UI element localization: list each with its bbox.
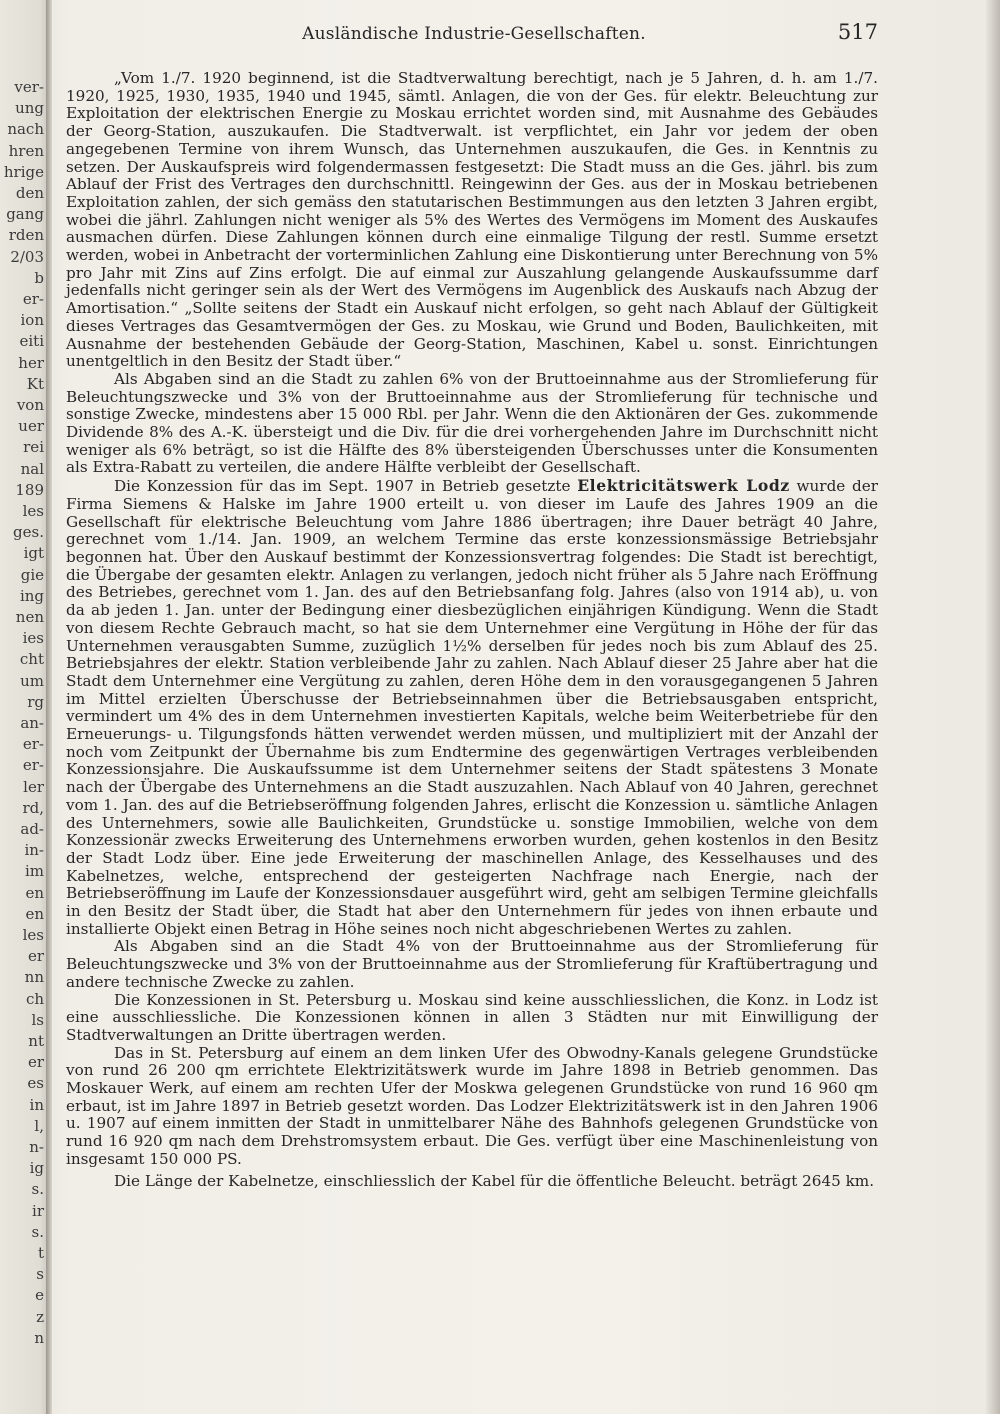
paragraph-concession-exclusivity: Die Konzessionen in St. Petersburg u. Moskau sind keine ausschliesslichen, die Konz. in Lodz ist eine ausschliessliche. Die Konzessionen können in allen 3 Städten nur mit Einwilligung der Stadtverwaltungen an Dritte übertragen werden. <box>66 990 878 1044</box>
margin-fragment: rden <box>8 226 44 245</box>
margin-fragment: in <box>29 1095 44 1114</box>
page-header <box>68 18 880 52</box>
margin-fragment: ing <box>19 586 44 605</box>
margin-fragment: ad- <box>20 820 44 838</box>
margin-fragment: ir <box>32 1201 44 1220</box>
body-text <box>66 70 878 1190</box>
margin-fragment: rg <box>27 692 44 711</box>
margin-fragment: nach <box>7 120 44 139</box>
paragraph-cable-length: Die Länge der Kabelnetze, einschliesslich der Kabel für die öffentliche Beleucht. beträgt 2645 km. <box>114 1171 875 1190</box>
margin-fragment: cht <box>19 650 44 669</box>
margin-fragment: er- <box>22 756 44 775</box>
page-fold-shadow <box>46 0 52 1414</box>
lodz-text-after: wurde der Firma Siemens & Halske im Jahre 1900 erteilt u. von dieser im Laufe des Jahres 1909 an die Gesellschaft für elektrische Beleuchtung vom Jahre 1886 übertragen; ihre Dauer beträgt 40 Jahre, gerechnet vom 1./14. Jan. 1909, an welchem Termine das erste konzessionsmässige Betriebsjahr begonnen hat. Über den Auskauf bestimmt der Konzessionsvertrag folgendes: Die Stadt ist berechtigt, die Übergabe der gesamten elektr. Anlagen zu verlangen, jedoch nicht früher als 5 Jahre nach Eröffnung des Betriebes, gerechnet vom 1. Jan. des auf den Betriebsanfang folg. Jahres (also von 1914 ab), u. von da ab jeden 1. Jan. unter der Bedingung einer diesbezüglichen einjährigen Kündigung. Wenn die Stadt von diesem Rechte Gebrauch macht, so hat sie dem Unternehmer eine Vergütung in Höhe der für das Unternehmen verausgabten Summe, zuzüglich 1½% derselben für jedes noch bis zum Ablauf des 25. Betriebsjahres der elektr. Station verbleibende Jahr zu zahlen. Nach Ablauf dieser 25 Jahre aber hat die Stadt dem Unternehmer eine Vergütung zu zahlen, deren Höhe dem in den vorausgegangenen 5 Jahren im Mittel erzielten Überschusse der Betriebseinnahmen über die Betriebsausgaben entspricht, vermindert um 4% des in dem Unternehmen investierten Kapitals, welche beim Weiterbetriebe für den Erneuerungs- u. Tilgungsfonds hätten verwendet werden müssen, und multipliziert mit der Anzahl der noch vom Zeitpunkt der Übernahme bis zum Endtermine des gegenwärtigen Vertrages verbleibenden Konzessionsjahre. Die Auskaufssumme ist dem Unternehmer seitens der Stadt spätestens 3 Monate nach der Übergabe des Unternehmens an die Stadt auszuzahlen. Nach Ablauf von 40 Jahren, gerechnet vom 1. Jan. des auf die Betriebseröffnung folgenden Jahres, erlischt die Konzession u. sämtliche Anlagen des Unternehmers, sowie alle Baulichkeiten, Grundstücke u. sonstige Immobilien, welche von dem Konzessionär zwecks Erweiterung des Unternehmens erworben wurden, gehen kostenlos in den Besitz der Stadt Lodz über. Eine jede Erweiterung der maschinellen Anlage, des Kesselhauses und des Kabelnetzes, welche, entsprechend der gesteigerten Nachfrage nach Energie, nach der Betriebseröffnung im Laufe der Konzessionsdauer ausgeführt wird, geht am selbigen Termine gleichfalls in den Besitz der Stadt über, die Stadt hat aber den Unternehmern für jedes von ihnen erbaute und installierte Objekt einen Betrag in Höhe seines noch nicht abgeschriebenen Wertes zu zahlen. <box>66 477 878 938</box>
margin-fragment: ges. <box>13 523 44 542</box>
running-title: Ausländische Industrie-Gesellschaften. <box>302 24 646 44</box>
margin-fragment: t <box>37 1244 44 1262</box>
margin-fragment: an- <box>20 714 44 732</box>
margin-fragment: her <box>18 353 44 372</box>
lodz-heading: Elektricitätswerk Lodz <box>577 476 790 496</box>
lodz-text-before: Die Konzession für das im Sept. 1907 in Betrieb gesetzte <box>114 477 578 496</box>
margin-fragment: gie <box>20 565 44 584</box>
margin-fragment: hrige <box>3 162 44 181</box>
margin-fragment: eiti <box>19 332 44 351</box>
paragraph-moscow-fees: Als Abgaben sind an die Stadt zu zahlen 6% von der Bruttoeinnahme aus der Stromlieferung für Beleuchtungszwecke und 3% von der Bruttoeinnahme aus der Stromlieferung für technische und sonstige Zwecke, mindestens aber 15 000 Rbl. per Jahr. Wenn die den Aktionären der Ges. zukommende Dividende 8% des A.-K. übersteigt und die Div. für die drei vorhergehenden Jahre im Durchschnitt nicht weniger als 6% beträgt, so ist die Hälfte des 8% übersteigenden Überschusses unter die Konsumenten als Extra-Rabatt zu verteilen, die andere Hälfte verbleibt der Gesellschaft. <box>66 369 878 477</box>
margin-fragment: ung <box>15 99 44 118</box>
margin-fragment: er <box>27 1053 44 1072</box>
margin-fragment: les <box>22 502 44 520</box>
paragraph-power-plants: Das in St. Petersburg auf einem an dem linken Ufer des Obwodny-Kanals gelegene Grundstücke von rund 26 200 qm errichtete Elektrizitätswerk wurde im Jahre 1898 in Betrieb genommen. Das Moskauer Werk, auf einem am rechten Ufer der Moskwa gelegenen Grundstücke von rund 16 960 qm erbaut, ist im Jahre 1897 in Betrieb gesetzt worden. Das Lodzer Elektrizitätswerk ist in den Jahren 1906 u. 1907 auf einem inmitten der Stadt in unmittelbarer Nähe des Bahnhofs gelegenen Grundstücke von rund 16 920 qm nach dem Drehstromsystem erbaut. Die Ges. verfügt über eine Maschinenleistung von insgesamt 150 000 PS. <box>66 1043 878 1168</box>
margin-fragment: en <box>25 883 44 902</box>
margin-fragment: Kt <box>26 374 44 393</box>
margin-fragment: l, <box>34 1116 44 1135</box>
margin-fragment: uer <box>18 417 44 436</box>
margin-fragment: 2/03 <box>10 247 44 266</box>
margin-fragment: von <box>16 396 44 414</box>
margin-fragment: hren <box>8 141 44 160</box>
margin-fragment: z <box>36 1307 44 1326</box>
margin-fragment: ion <box>20 311 44 330</box>
margin-fragment: b <box>34 268 44 287</box>
paragraph-moscow-buyout: „Vom 1./7. 1920 beginnend, ist die Stadtverwaltung berechtigt, nach je 5 Jahren, d. h. am 1./7. 1920, 1925, 1930, 1935, 1940 und 1945, sämtl. Anlagen, die von der Ges. für elektr. Beleuchtung zur Exploitation der elektrischen Energie zu Moskau errichtet worden sind, mit Ausnahme des Gebäudes der Georg-Station, auszukaufen. Die Stadtverwalt. ist verpflichtet, ein Jahr vor jedem der oben angegebenen Termine von ihrem Wunsch, das Unternehmen auszukaufen, die Ges. in Kenntnis zu setzen. Der Auskaufspreis wird folgendermassen festgesetzt: Die Stadt muss an die Ges. jährl. bis zum Ablauf der Frist des Vertrages den durchschnittl. Reingewinn der Ges. aus der in Moskau betriebenen Exploitation zahlen, der sich gemäss den statutarischen Bestimmungen aus den letzten 3 Jahren ergibt, wobei die jährl. Zahlungen nicht weniger als 5% des Wertes des Vermögens im Moment des Auskaufes ausmachen dürfen. Diese Zahlungen können durch eine einmalige Tilgung der restl. Summe ersetzt werden, wobei in Anbetracht der vorterminlichen Zahlung eine Diskontierung unter Berechnung von 5% pro Jahr mit Zins auf Zins erfolgt. Die auf einmal zur Auszahlung gelangende Auskaufssumme darf jedenfalls nicht geringer sein als der Wert des Vermögens im Augenblick des Auskaufs nach Abzug der Amortisation.“ „Sollte seitens der Stadt ein Auskauf nicht erfolgen, so geht nach Ablauf der Gültigkeit dieses Vertrages das Gesamtvermögen der Ges. zu Moskau, wie Grund und Boden, Baulichkeiten, mit Ausnahme der bestehenden Gebäude der Georg-Station, Maschinen, Kabel u. sonst. Einrichtungen unentgeltlich in den Besitz der Stadt über.“ <box>66 69 878 371</box>
margin-fragment: igt <box>23 544 44 563</box>
margin-fragment: in- <box>24 841 44 860</box>
adjacent-page-strip <box>0 0 46 1414</box>
margin-fragment: nn <box>24 968 44 987</box>
margin-fragment: nen <box>15 608 44 626</box>
margin-fragment: ies <box>22 629 44 648</box>
margin-fragment: e <box>35 1286 44 1305</box>
margin-fragment: rei <box>23 438 44 457</box>
margin-fragment: nt <box>28 1032 44 1050</box>
margin-fragment: ig <box>29 1159 44 1178</box>
margin-fragment: er- <box>22 290 44 308</box>
margin-fragment: s. <box>31 1180 44 1199</box>
margin-fragment: ls <box>31 1010 44 1029</box>
margin-fragment: den <box>15 184 44 202</box>
margin-fragment: ch <box>25 989 44 1008</box>
margin-fragment: en <box>25 904 44 923</box>
margin-fragment: es <box>27 1074 44 1093</box>
margin-fragment: ler <box>23 777 44 796</box>
right-page-edge <box>986 0 1000 1414</box>
page-number: 517 <box>837 20 878 44</box>
margin-fragment: um <box>20 671 44 690</box>
margin-fragment: les <box>22 926 44 944</box>
margin-fragment: rd, <box>22 798 44 817</box>
margin-fragment: s <box>36 1265 44 1284</box>
margin-fragment: n <box>34 1328 44 1347</box>
margin-fragment: gang <box>6 205 44 224</box>
margin-fragment: s. <box>31 1222 44 1241</box>
margin-fragment: ver- <box>14 78 44 96</box>
margin-fragment: n- <box>29 1138 44 1156</box>
paragraph-lodz-concession <box>66 477 878 938</box>
margin-fragment: 189 <box>15 480 44 499</box>
paragraph-lodz-fees: Als Abgaben sind an die Stadt 4% von der Bruttoeinnahme aus der Stromlieferung für Beleuchtungszwecke und 3% von der Bruttoeinnahme aus der Stromlieferung für Kraftübertragung und andere technische Zwecke zu zahlen. <box>66 937 878 991</box>
margin-fragment: im <box>24 862 44 881</box>
margin-fragment: er <box>27 947 44 966</box>
margin-fragment: er- <box>22 735 44 754</box>
margin-fragment: nal <box>20 459 44 478</box>
